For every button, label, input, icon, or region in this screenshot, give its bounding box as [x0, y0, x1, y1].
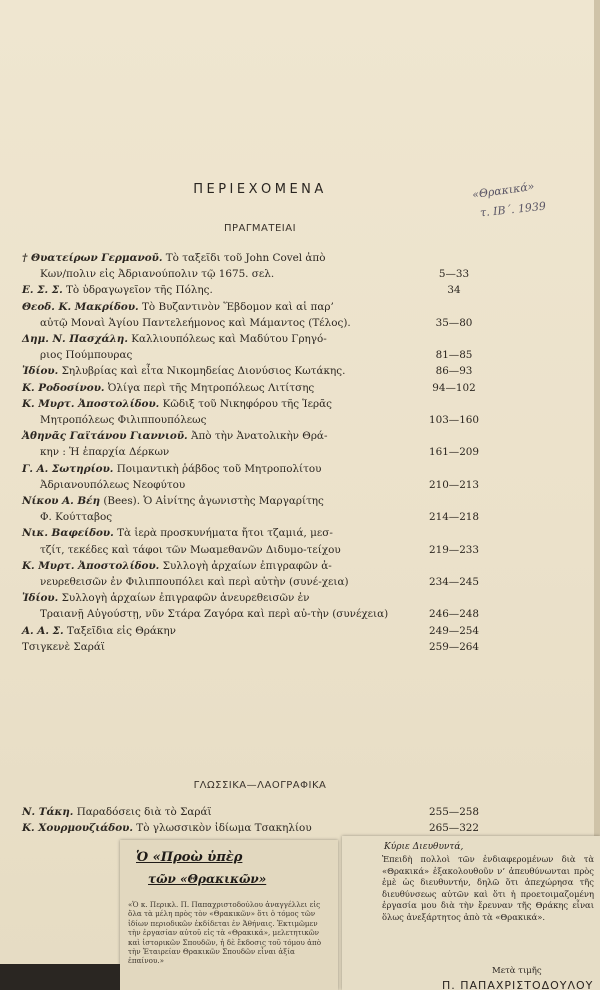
entry-author: Κ. Μυρτ. Ἀποστολίδου. — [22, 397, 160, 410]
toc-entry — [22, 525, 492, 557]
entry-pages: 35—80 — [435, 316, 473, 329]
scan-shadow — [0, 964, 120, 990]
toc-entry — [22, 363, 492, 379]
toc-entry — [22, 804, 492, 820]
entry-pages: 210—213 — [428, 478, 480, 491]
letter-salutation: Κύριε Διευθυντά, — [384, 842, 464, 852]
entry-title: Ὀλίγα περὶ τῆς Μητροπόλεως Λιτίτσης — [104, 381, 315, 394]
entry-author: Ε. Σ. Σ. — [22, 284, 63, 297]
entry-title-cont: αὐτῷ Μοναὶ Ἁγίου Παντελεήμονος καὶ Μάμαντος (Τέλος). — [40, 316, 351, 329]
handwritten-note-line2: τ. ΙΒ΄. 1939 — [479, 199, 547, 220]
toc-entry — [22, 250, 492, 282]
entry-title-cont: νευρεθεισῶν ἐν Φιλιππουπόλει καὶ περὶ αὐτὴν (συνέ-χεια) — [40, 576, 349, 589]
toc-entry — [22, 639, 492, 655]
toc-entry — [22, 590, 492, 622]
entry-pages: 246—248 — [428, 608, 480, 621]
toc-entry — [22, 331, 492, 363]
entry-title: Συλλογὴ ἀρχαίων ἐπιγραφῶν ἀ- — [159, 559, 332, 572]
toc-entry — [22, 820, 492, 836]
clipping-headline-1: Ὁ «Προὼ ὑπὲρ — [136, 850, 243, 865]
entry-pages: 255—258 — [428, 806, 480, 818]
entry-pages: 259—264 — [428, 640, 480, 653]
entry-title-cont: ριος Πούμπουρας — [40, 349, 133, 362]
entry-title-cont: Φ. Κούτταβος — [40, 511, 113, 524]
entry-author: Δημ. Ν. Πασχάλη. — [22, 333, 128, 346]
entry-pages: 234—245 — [428, 576, 480, 589]
clipping-headline-2: τῶν «Θρακικῶν» — [148, 872, 267, 886]
newspaper-clipping-right — [342, 836, 600, 990]
entry-pages: 86—93 — [435, 365, 473, 378]
entry-author: Κ. Ροδοσίνου. — [22, 381, 105, 394]
entry-author: Θεοδ. Κ. Μακρίδου. — [22, 300, 139, 313]
entry-pages: 94—102 — [432, 381, 476, 394]
entry-title: Τσιγκενὲ Σαράϊ — [22, 640, 105, 653]
entry-title-cont: τζίτ, τεκέδες καὶ τάφοι τῶν Μωαμεθανῶν Διδυμο-τείχου — [40, 543, 341, 556]
newspaper-clipping-left — [120, 840, 338, 990]
contents-list-2 — [22, 804, 492, 836]
entry-author: Ἀθηνᾶς Γαϊτάνου Γιαννιοῦ. — [22, 430, 188, 443]
toc-entry — [22, 558, 492, 590]
entry-title: Συλλογὴ ἀρχαίων ἐπιγραφῶν ἀνευρεθεισῶν ἐν — [58, 592, 310, 605]
entry-pages: 249—254 — [428, 624, 480, 637]
entry-author: † Θυατείρων Γερμανοῦ. — [22, 252, 163, 264]
handwritten-note-line1: «Θρακικά» — [471, 179, 536, 202]
entry-author: Κ. Μυρτ. Ἀποστολίδου. — [22, 559, 160, 572]
toc-entry — [22, 380, 492, 396]
entry-pages: 81—85 — [435, 349, 473, 362]
entry-title: Ποιμαντικὴ ῥάβδος τοῦ Μητροπολίτου — [113, 462, 322, 475]
entry-author: Νικ. Βαφείδου. — [22, 527, 114, 540]
entry-title-cont: Τραιανῇ Αὐγούστῃ, νῦν Στάρα Ζαγόρα καὶ περὶ αὐ-τὴν (συνέχεια) — [40, 608, 389, 621]
contents-list — [22, 250, 492, 655]
entry-title-cont: Κων/πολιν εἰς Ἀδριανούπολιν τῷ 1675. σελ. — [40, 268, 275, 281]
entry-title: (Bees). Ὁ Αἰνίτης ἀγωνιστὴς Μαργαρίτης — [100, 495, 324, 508]
entry-title: Τὸ γλωσσικὸν ἰδίωμα Τσακηλίου — [133, 822, 312, 835]
entry-author: Ν. Τάκη. — [22, 806, 74, 818]
toc-entry — [22, 428, 492, 460]
entry-pages: 214—218 — [428, 511, 480, 524]
section-heading-pragmateiai: ΠΡΑΓΜΑΤΕΙΑΙ — [223, 223, 297, 234]
entry-title-cont: κην : Ἡ ἐπαρχία Δέρκων — [40, 446, 170, 459]
entry-title: Σηλυβρίας καὶ εἶτα Νικομηδείας Διονύσιος Κωτάκης. — [58, 365, 346, 378]
entry-title: Τὸ ὑδραγωγεῖον τῆς Πόλης. — [62, 284, 213, 297]
toc-entry — [22, 282, 492, 298]
letter-body: Ἐπειδὴ πολλοὶ τῶν ἐνδιαφερομένων διὰ τὰ «Θρακικά» ἐξακολουθοῦν ν’ ἀπευθύνωνται πρὸς ἐμὲ ὡς διευθυντήν, δηλῶ ὅτι ἀπεχώρησα τῆς διευθύνσεως αὐτῶν καὶ ὅτι ἡ προετοιμαζομένη ἐργασία μου διὰ τὴν ἔρευναν τῆς Θράκης εἶναι ὅλως ἀνεξάρτητος ἀπὸ τὰ «Θρακικά». — [382, 854, 594, 922]
entry-pages: 161—209 — [428, 446, 480, 459]
entry-pages: 34 — [447, 284, 461, 297]
entry-title: Τὸ ταξεῖδι τοῦ John Covel ἀπὸ — [162, 252, 326, 264]
entry-title: Τὰ ἱερὰ προσκυνήματα ἤτοι τζαμιά, μεσ- — [113, 527, 333, 540]
entry-title: Κῶδιξ τοῦ Νικηφόρου τῆς Ἱερᾶς — [159, 397, 332, 410]
entry-title: Καλλιουπόλεως καὶ Μαδύτου Γρηγό- — [127, 333, 327, 346]
toc-entry — [22, 461, 492, 493]
entry-pages: 5—33 — [438, 268, 470, 281]
entry-title-cont: Μητροπόλεως Φιλιππουπόλεως — [40, 414, 207, 427]
section-heading-glossika: ΓΛΩΣΣΙΚΑ—ΛΑΟΓΡΑΦΙΚΑ — [193, 780, 327, 791]
entry-title: Τὸ Βυζαντινὸν Ἕβδομον καὶ αἱ παρ’ — [138, 300, 334, 313]
clipping-body: «Ὁ κ. Περικλ. Π. Παπαχριστοδούλου ἀναγγέλλει εἰς ὅλα τὰ μέλη πρὸς τὸν «Θρακικῶν» ὅτι ὁ τόμος τῶν ἰδίων περιοδικῶν ἐκδίδεται ἐν Ἀθήναις. Ἐκτιμῶμεν τὴν ἐργασίαν αὐτοῦ εἰς τὰ «Θρακικά», μελετητικῶν καὶ ἱστορικῶν Σπουδῶν, ἡ δὲ ἔκδοσις τοῦ τόμου ἀπὸ τὴν Ἑταιρείαν Θρακικῶν Σπουδῶν εἶναι ἀξία ἐπαίνου.» — [128, 900, 322, 966]
entry-title: Ταξεῖδια εἰς Θράκην — [63, 624, 176, 637]
letter-signature: Π. ΠΑΠΑΧΡΙΣΤΟΔΟΥΛΟΥ — [442, 979, 594, 990]
entry-pages: 103—160 — [428, 414, 480, 427]
entry-author: Γ. Α. Σωτηρίου. — [22, 462, 114, 475]
entry-title: Ἀπὸ τὴν Ἀνατολικὴν Θρά- — [187, 430, 328, 443]
entry-author: Ἰδίου. — [22, 365, 59, 378]
letter-closing: Μετὰ τιμῆς — [492, 966, 542, 976]
entry-pages: 219—233 — [428, 543, 480, 556]
entry-author: Κ. Χουρμουζιάδου. — [22, 822, 133, 835]
entry-pages: 265—322 — [428, 822, 480, 835]
entry-author: Νίκου Α. Βέη — [22, 495, 101, 508]
toc-entry — [22, 493, 492, 525]
toc-entry — [22, 299, 492, 331]
entry-title-cont: Ἀδριανουπόλεως Νεοφύτου — [40, 478, 186, 491]
toc-entry — [22, 396, 492, 428]
toc-entry — [22, 623, 492, 639]
entry-title: Παραδόσεις διὰ τὸ Σαράϊ — [73, 806, 212, 818]
entry-author: Ἰδίου. — [22, 592, 59, 605]
page-title: ΠΕΡΙΕΧΟΜΕΝΑ — [193, 182, 327, 197]
entry-author: Α. Α. Σ. — [22, 624, 64, 637]
